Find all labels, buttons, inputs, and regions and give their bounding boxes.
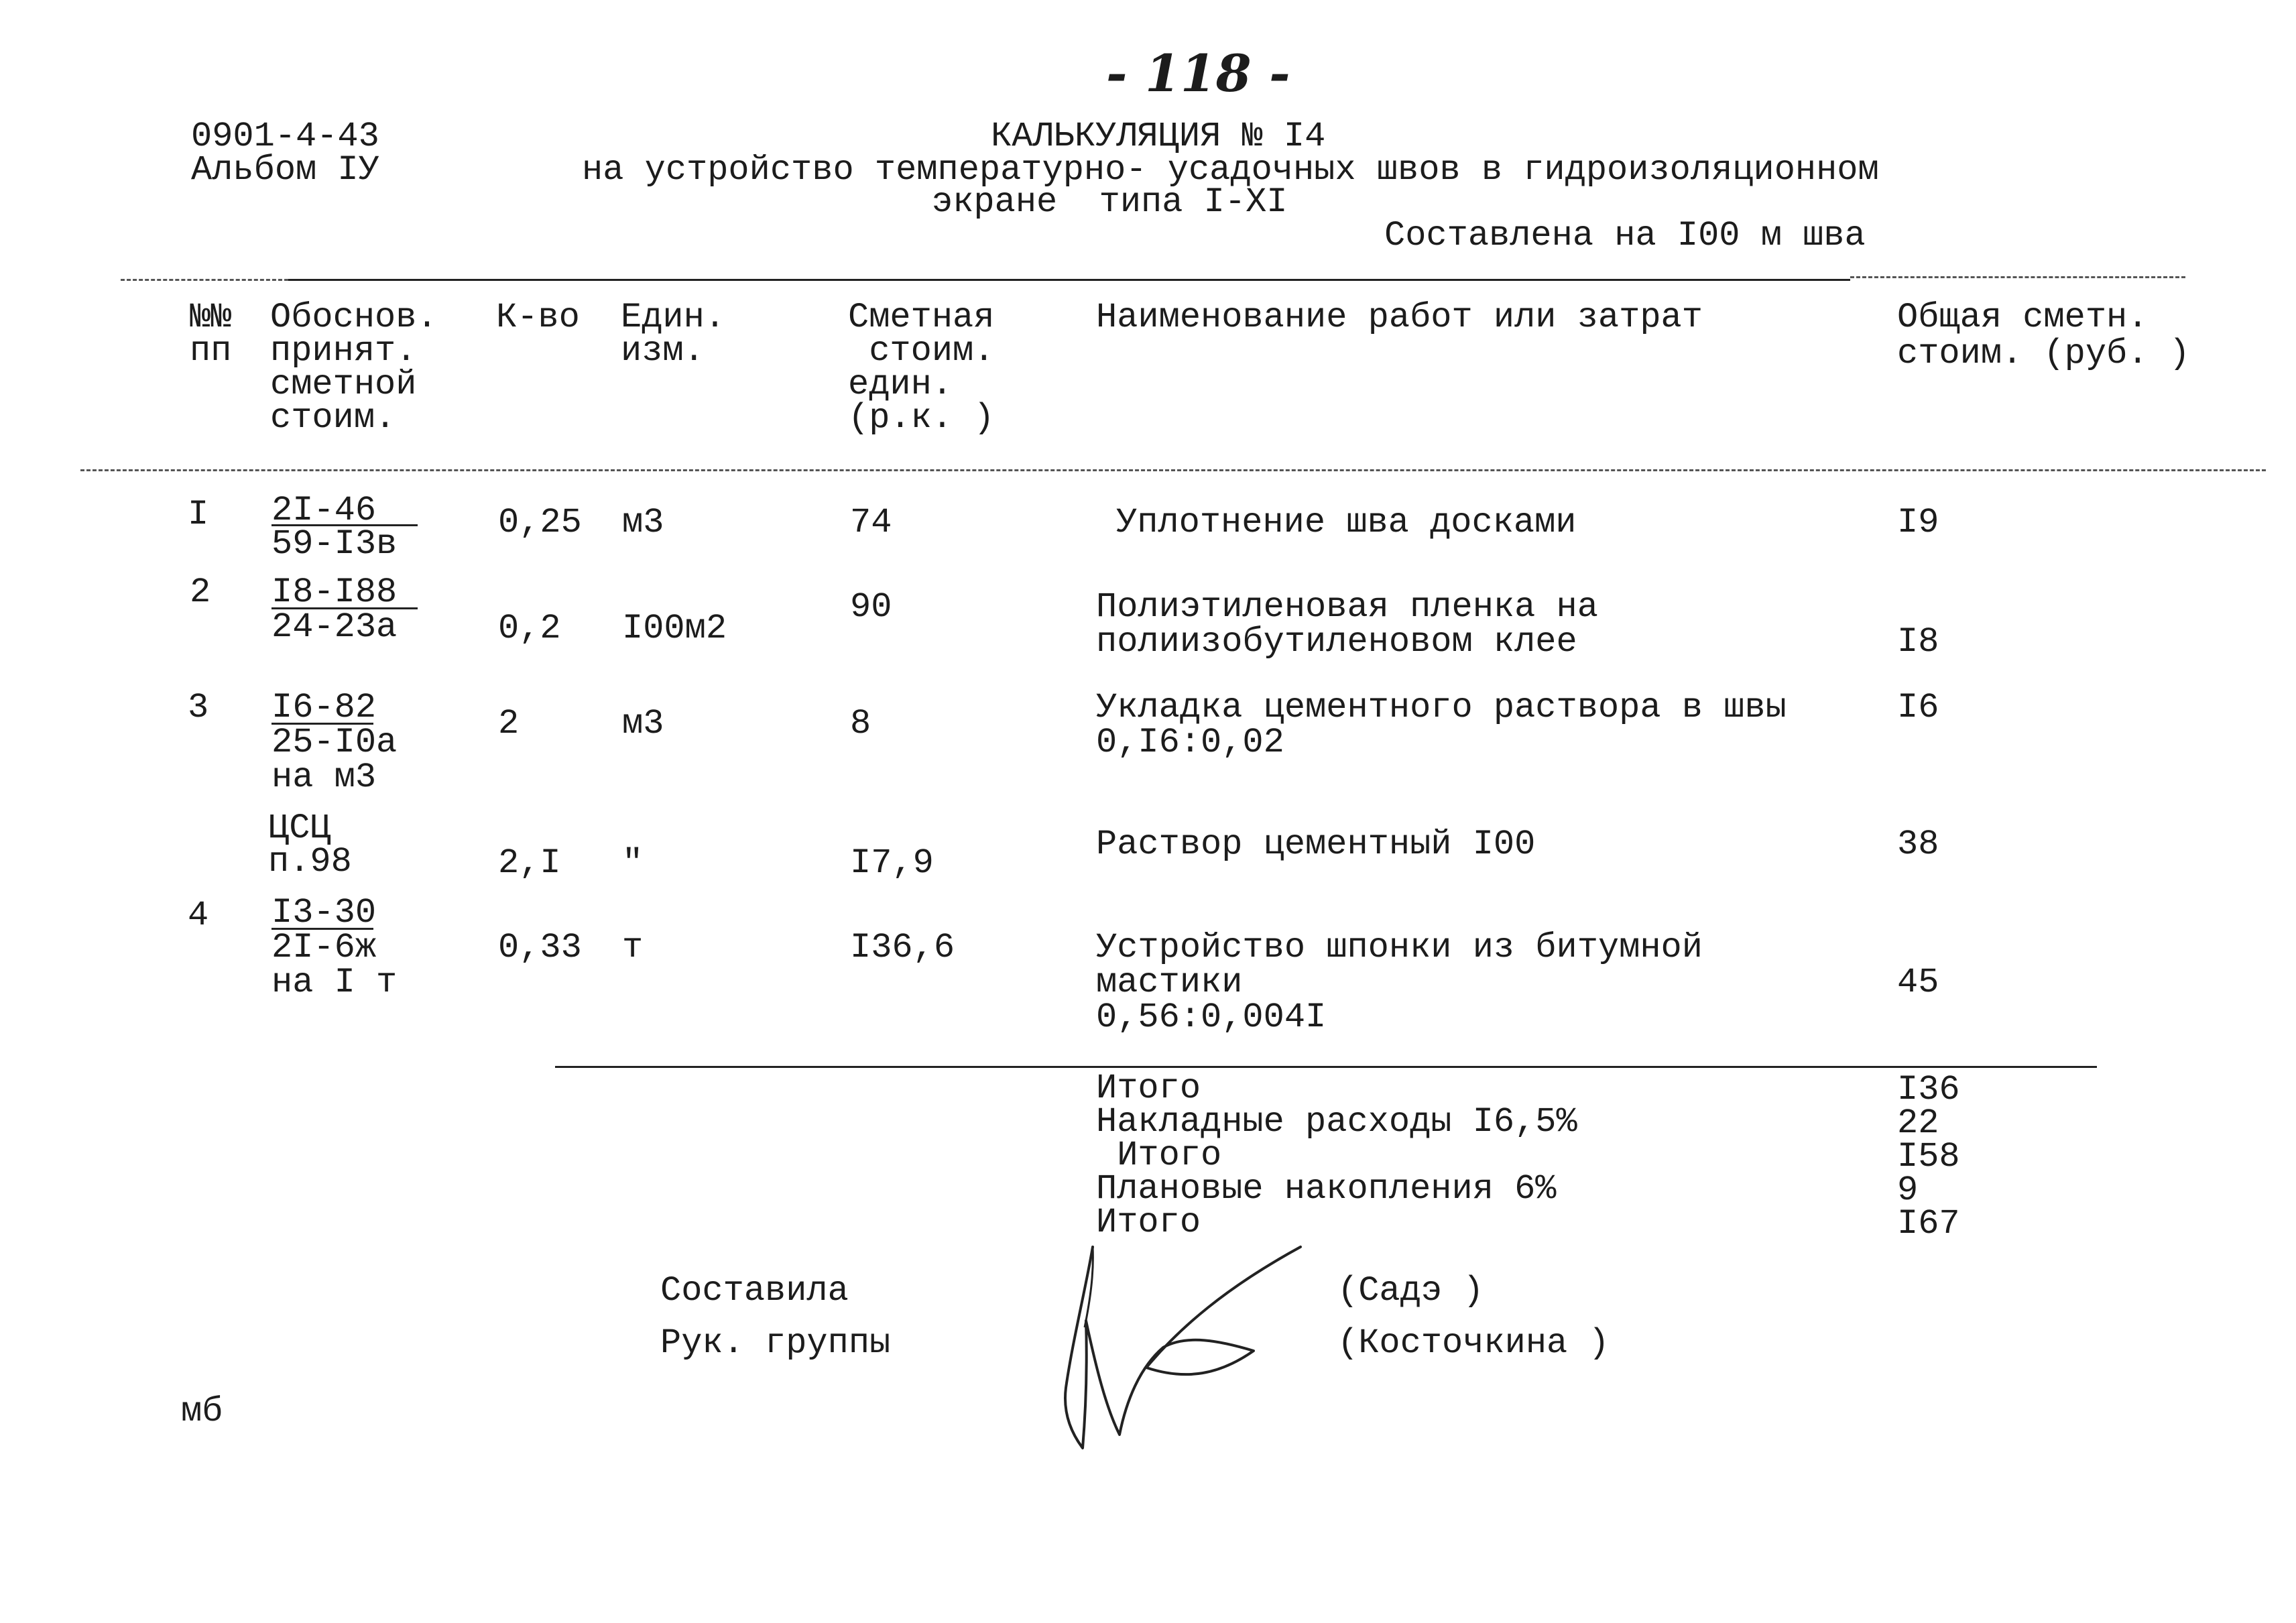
header-rule-bottom bbox=[80, 469, 2266, 471]
col-unit-header-2: изм. bbox=[621, 331, 705, 371]
compiled-by-label: Составила bbox=[660, 1271, 849, 1311]
work-name-line: Полиэтиленовая пленка на bbox=[1096, 587, 1598, 627]
unit-cost: I36,6 bbox=[850, 928, 955, 967]
summary-rule bbox=[555, 1066, 2097, 1068]
col-basis-header-4: стоим. bbox=[270, 398, 396, 438]
col-qty-header: К-во bbox=[496, 298, 580, 337]
col-cost-header-4: (р.к. ) bbox=[848, 398, 995, 438]
work-name-line: полиизобутиленовом клее bbox=[1096, 622, 1577, 662]
basis-code-extra: на м3 bbox=[271, 758, 377, 797]
summary-value: 9 bbox=[1897, 1170, 1919, 1210]
header-rule-top bbox=[288, 279, 1850, 281]
basis-code-bottom: 24-23а bbox=[271, 607, 398, 647]
work-name-line: Устройство шпонки из битумной bbox=[1096, 928, 1703, 967]
col-num-header-2: пп bbox=[190, 331, 232, 371]
summary-value: I58 bbox=[1897, 1137, 1960, 1177]
quantity: 0,2 bbox=[498, 609, 561, 648]
summary-label: Накладные расходы I6,5% bbox=[1096, 1102, 1577, 1142]
album-label: Альбом IУ bbox=[191, 150, 379, 190]
row-number: 3 bbox=[188, 688, 209, 727]
col-basis-header-2: принят. bbox=[270, 331, 417, 371]
col-cost-header-1: Сметная bbox=[848, 298, 995, 337]
footer-mark: мб bbox=[181, 1392, 223, 1431]
unit-cost: 8 bbox=[850, 704, 871, 743]
compiled-by-name: (Садэ ) bbox=[1337, 1271, 1484, 1311]
summary-label: Плановые накопления 6% bbox=[1096, 1169, 1557, 1209]
row-number: 2 bbox=[190, 573, 211, 612]
page-number: - 118 - bbox=[1106, 44, 1290, 103]
work-name-line: Укладка цементного раствора в швы bbox=[1096, 688, 1787, 727]
head-of-group-name: (Косточкина ) bbox=[1337, 1323, 1610, 1363]
unit: " bbox=[622, 843, 644, 883]
col-basis-header-3: сметной bbox=[270, 365, 417, 404]
basis-code-extra: на I т bbox=[271, 963, 398, 1002]
total-cost: 38 bbox=[1897, 825, 1939, 864]
basis-code-bottom: 25-I0а bbox=[271, 723, 398, 762]
col-unit-header-1: Един. bbox=[621, 298, 726, 337]
unit-cost: 90 bbox=[850, 587, 892, 627]
basis-code-top: 2I-46 bbox=[271, 491, 377, 530]
col-total-header-1: Общая сметн. bbox=[1897, 298, 2149, 337]
col-cost-header-3: един. bbox=[848, 365, 953, 404]
summary-value: I36 bbox=[1897, 1070, 1960, 1109]
basis-code-bottom: 59-I3в bbox=[271, 524, 398, 564]
quantity: 0,33 bbox=[498, 928, 582, 967]
basis-code-bottom: п.98 bbox=[268, 842, 352, 882]
quantity: 2 bbox=[498, 704, 520, 743]
col-total-header-2: стоим. (руб. ) bbox=[1897, 334, 2190, 373]
basis-code-bottom: 2I-6ж bbox=[271, 928, 377, 967]
work-name-line: 0,I6:0,02 bbox=[1096, 723, 1284, 762]
basis-code-top: I8-I88 bbox=[271, 573, 398, 612]
unit: м3 bbox=[622, 704, 664, 743]
document-code: 0901-4-43 bbox=[191, 117, 379, 156]
summary-label: Итого bbox=[1096, 1136, 1222, 1175]
header-rule-top-dash-right bbox=[1850, 276, 2185, 278]
title-calculation: КАЛЬКУЛЯЦИЯ № I4 bbox=[991, 117, 1326, 156]
title-subject-cont: экране типа I-XI bbox=[932, 182, 1288, 222]
row-number: 4 bbox=[188, 896, 209, 935]
summary-value: I67 bbox=[1897, 1204, 1960, 1244]
work-name-line: Уплотнение шва досками bbox=[1116, 503, 1577, 542]
handwritten-signature bbox=[1046, 1234, 1314, 1461]
summary-label: Итого bbox=[1096, 1069, 1201, 1108]
quantity: 0,25 bbox=[498, 503, 582, 542]
unit-cost: 74 bbox=[850, 503, 892, 542]
unit: м3 bbox=[622, 503, 664, 542]
col-num-header-1: №№ bbox=[190, 298, 232, 337]
unit: т bbox=[622, 928, 644, 967]
quantity: 2,I bbox=[498, 843, 561, 883]
head-of-group-label: Рук. группы bbox=[660, 1323, 891, 1363]
summary-label: Итого bbox=[1096, 1203, 1201, 1242]
work-name-line: Раствор цементный I00 bbox=[1096, 825, 1536, 864]
basis-code-top: ЦСЦ bbox=[268, 808, 331, 848]
total-cost: I9 bbox=[1897, 503, 1939, 542]
unit-cost: I7,9 bbox=[850, 843, 934, 883]
header-rule-top-dash bbox=[121, 279, 288, 281]
total-cost: I8 bbox=[1897, 622, 1939, 662]
compiled-for: Составлена на I00 м шва bbox=[1384, 216, 1866, 255]
work-name-line: 0,56:0,004I bbox=[1096, 998, 1327, 1037]
basis-code-top: I3-30 bbox=[271, 893, 377, 933]
total-cost: 45 bbox=[1897, 963, 1939, 1002]
summary-value: 22 bbox=[1897, 1103, 1939, 1143]
basis-code-top: I6-82 bbox=[271, 688, 377, 727]
col-basis-header-1: Обоснов. bbox=[270, 298, 438, 337]
total-cost: I6 bbox=[1897, 688, 1939, 727]
col-cost-header-2: стоим. bbox=[848, 331, 995, 371]
title-subject: на устройство температурно- усадочных швов в гидроизоляционном bbox=[582, 150, 1879, 190]
unit: I00м2 bbox=[622, 609, 727, 648]
row-number: I bbox=[188, 495, 209, 534]
work-name-line: мастики bbox=[1096, 963, 1243, 1002]
col-name-header: Наименование работ или затрат bbox=[1096, 298, 1703, 337]
